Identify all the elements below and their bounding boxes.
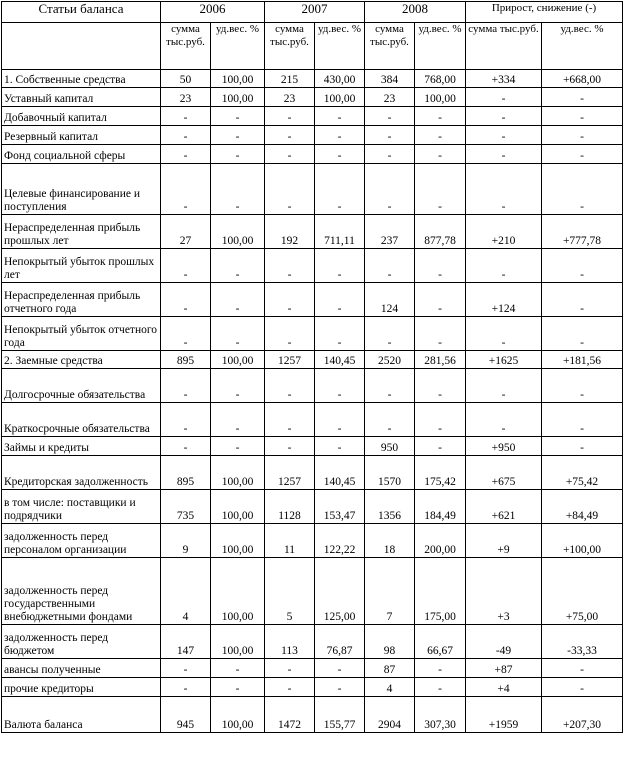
row-value-cell: -: [161, 164, 211, 215]
row-value-cell: -: [315, 659, 365, 678]
row-value-cell: 1257: [265, 351, 315, 369]
row-value-cell: 100,00: [211, 70, 265, 88]
row-value-cell: 1128: [265, 490, 315, 524]
row-value-cell: 98: [365, 625, 415, 659]
row-value-cell: -: [211, 249, 265, 283]
row-label: Долгосрочные обязательства: [2, 369, 161, 403]
row-value-cell: 76,87: [315, 625, 365, 659]
row-value-cell: -33,33: [542, 625, 623, 659]
row-value-cell: 100,00: [211, 625, 265, 659]
row-value-cell: -: [315, 317, 365, 351]
row-value-cell: -: [161, 107, 211, 126]
row-value-cell: -: [365, 126, 415, 145]
row-label: Займы и кредиты: [2, 437, 161, 456]
row-value-cell: -: [161, 437, 211, 456]
row-value-cell: 147: [161, 625, 211, 659]
row-value-cell: 895: [161, 456, 211, 490]
row-value-cell: 113: [265, 625, 315, 659]
table-row: [2, 369, 623, 403]
row-value-cell: -: [466, 249, 542, 283]
row-value-cell: -: [315, 678, 365, 697]
table-body: [2, 70, 623, 733]
row-value-cell: -: [542, 317, 623, 351]
row-value-cell: 140,45: [315, 351, 365, 369]
row-value-cell: 124: [365, 283, 415, 317]
sub-growth-share: уд.вес. %: [542, 23, 623, 70]
row-value-cell: -: [211, 403, 265, 437]
row-value-cell: -: [466, 126, 542, 145]
row-value-cell: +1959: [466, 697, 542, 733]
row-value-cell: -: [211, 437, 265, 456]
row-value-cell: -: [365, 403, 415, 437]
row-value-cell: 9: [161, 524, 211, 558]
row-value-cell: 307,30: [415, 697, 466, 733]
row-label: Нераспределенная прибыль отчетного года: [2, 283, 161, 317]
row-value-cell: 1257: [265, 456, 315, 490]
row-value-cell: -: [161, 659, 211, 678]
row-value-cell: -: [211, 164, 265, 215]
row-value-cell: 100,00: [211, 558, 265, 625]
row-value-cell: -: [315, 403, 365, 437]
row-value-cell: 430,00: [315, 70, 365, 88]
row-value-cell: -: [315, 145, 365, 164]
header-empty-cell: [2, 23, 161, 70]
row-value-cell: +3: [466, 558, 542, 625]
row-label: Нераспределенная прибыль прошлых лет: [2, 215, 161, 249]
row-label: Фонд социальной сферы: [2, 145, 161, 164]
balance-table: [1, 1, 623, 733]
row-value-cell: 155,77: [315, 697, 365, 733]
row-value-cell: 768,00: [415, 70, 466, 88]
row-value-cell: +210: [466, 215, 542, 249]
table-row: [2, 249, 623, 283]
table-row: [2, 107, 623, 126]
sub-2006-share: уд.вес. %: [211, 23, 265, 70]
row-value-cell: 175,42: [415, 456, 466, 490]
row-value-cell: -: [211, 369, 265, 403]
table-row: [2, 625, 623, 659]
row-value-cell: -: [161, 283, 211, 317]
row-value-cell: -: [466, 403, 542, 437]
row-value-cell: -: [365, 107, 415, 126]
row-value-cell: +334: [466, 70, 542, 88]
row-value-cell: -: [161, 126, 211, 145]
row-value-cell: -: [365, 317, 415, 351]
row-label: Непокрытый убыток прошлых лет: [2, 249, 161, 283]
row-value-cell: -: [265, 678, 315, 697]
row-label: Целевые финансирование и поступления: [2, 164, 161, 215]
row-value-cell: 1570: [365, 456, 415, 490]
row-value-cell: +621: [466, 490, 542, 524]
row-value-cell: 100,00: [211, 697, 265, 733]
row-value-cell: 175,00: [415, 558, 466, 625]
row-value-cell: -: [365, 369, 415, 403]
row-value-cell: -: [211, 145, 265, 164]
row-value-cell: -: [415, 403, 466, 437]
row-value-cell: 281,56: [415, 351, 466, 369]
row-value-cell: 122,22: [315, 524, 365, 558]
row-value-cell: -: [542, 164, 623, 215]
row-value-cell: -: [211, 659, 265, 678]
row-value-cell: 200,00: [415, 524, 466, 558]
table-row: [2, 437, 623, 456]
row-label: Кредиторская задолженность: [2, 456, 161, 490]
row-value-cell: -: [211, 126, 265, 145]
row-value-cell: -49: [466, 625, 542, 659]
table-row: [2, 145, 623, 164]
row-value-cell: +84,49: [542, 490, 623, 524]
row-value-cell: 192: [265, 215, 315, 249]
row-label: задолженность перед персоналом организации: [2, 524, 161, 558]
row-value-cell: +668,00: [542, 70, 623, 88]
row-value-cell: 100,00: [211, 351, 265, 369]
row-value-cell: +675: [466, 456, 542, 490]
row-value-cell: +9: [466, 524, 542, 558]
table-row: [2, 126, 623, 145]
row-value-cell: -: [415, 369, 466, 403]
row-value-cell: 7: [365, 558, 415, 625]
row-label: Краткосрочные обязательства: [2, 403, 161, 437]
row-value-cell: -: [542, 107, 623, 126]
row-value-cell: -: [315, 369, 365, 403]
row-value-cell: 215: [265, 70, 315, 88]
row-label: прочие кредиторы: [2, 678, 161, 697]
row-label: в том числе: поставщики и подрядчики: [2, 490, 161, 524]
row-value-cell: 100,00: [211, 88, 265, 107]
table-row: [2, 697, 623, 733]
row-value-cell: 237: [365, 215, 415, 249]
row-value-cell: -: [315, 249, 365, 283]
sub-2008-sum: сумма тыс.руб.: [365, 23, 415, 70]
table-row: [2, 456, 623, 490]
row-value-cell: -: [466, 317, 542, 351]
row-value-cell: -: [466, 145, 542, 164]
row-value-cell: 100,00: [415, 88, 466, 107]
row-value-cell: 100,00: [211, 490, 265, 524]
header-year-2008: 2008: [365, 2, 466, 23]
row-label: Непокрытый убыток отчетного года: [2, 317, 161, 351]
row-value-cell: -: [415, 249, 466, 283]
table-row: [2, 403, 623, 437]
table-row: [2, 70, 623, 88]
row-value-cell: 945: [161, 697, 211, 733]
row-value-cell: 11: [265, 524, 315, 558]
row-value-cell: 18: [365, 524, 415, 558]
table-row: [2, 524, 623, 558]
row-value-cell: 87: [365, 659, 415, 678]
row-value-cell: -: [415, 145, 466, 164]
row-value-cell: -: [265, 659, 315, 678]
row-label: 1. Собственные средства: [2, 70, 161, 88]
row-value-cell: 184,49: [415, 490, 466, 524]
row-value-cell: -: [265, 369, 315, 403]
row-label: задолженность перед бюджетом: [2, 625, 161, 659]
row-value-cell: 100,00: [211, 456, 265, 490]
row-value-cell: 23: [265, 88, 315, 107]
row-value-cell: -: [542, 678, 623, 697]
row-value-cell: -: [542, 145, 623, 164]
row-value-cell: -: [542, 88, 623, 107]
row-label: авансы полученные: [2, 659, 161, 678]
row-value-cell: -: [415, 126, 466, 145]
row-value-cell: 66,67: [415, 625, 466, 659]
row-value-cell: -: [415, 437, 466, 456]
row-value-cell: -: [466, 164, 542, 215]
row-value-cell: -: [542, 659, 623, 678]
row-value-cell: +1625: [466, 351, 542, 369]
row-value-cell: +100,00: [542, 524, 623, 558]
sub-2006-sum: сумма тыс.руб.: [161, 23, 211, 70]
row-value-cell: 125,00: [315, 558, 365, 625]
row-value-cell: -: [265, 164, 315, 215]
row-value-cell: -: [265, 283, 315, 317]
row-value-cell: -: [161, 678, 211, 697]
table-row: [2, 351, 623, 369]
row-value-cell: -: [265, 145, 315, 164]
row-value-cell: 4: [365, 678, 415, 697]
header-growth: Прирост, снижение (-): [466, 2, 623, 23]
row-value-cell: -: [265, 126, 315, 145]
row-value-cell: -: [211, 317, 265, 351]
table-row: [2, 490, 623, 524]
sub-2007-share: уд.вес. %: [315, 23, 365, 70]
row-value-cell: 711,11: [315, 215, 365, 249]
row-label: Уставный капитал: [2, 88, 161, 107]
row-value-cell: -: [466, 107, 542, 126]
row-value-cell: -: [365, 249, 415, 283]
table-row: [2, 88, 623, 107]
row-value-cell: -: [415, 317, 466, 351]
row-value-cell: -: [415, 107, 466, 126]
table-row: [2, 164, 623, 215]
row-value-cell: -: [211, 107, 265, 126]
row-value-cell: -: [365, 164, 415, 215]
table-row: [2, 215, 623, 249]
row-value-cell: 384: [365, 70, 415, 88]
header-year-2007: 2007: [265, 2, 365, 23]
header-year-2006: 2006: [161, 2, 265, 23]
row-value-cell: -: [542, 283, 623, 317]
header-articles: Статьи баланса: [2, 2, 161, 23]
row-value-cell: -: [542, 403, 623, 437]
row-value-cell: -: [161, 145, 211, 164]
row-value-cell: 100,00: [315, 88, 365, 107]
row-value-cell: -: [161, 369, 211, 403]
row-value-cell: 2904: [365, 697, 415, 733]
row-value-cell: -: [466, 88, 542, 107]
row-value-cell: +4: [466, 678, 542, 697]
row-value-cell: 27: [161, 215, 211, 249]
row-value-cell: +75,00: [542, 558, 623, 625]
row-value-cell: 100,00: [211, 524, 265, 558]
row-value-cell: -: [265, 403, 315, 437]
row-value-cell: -: [211, 283, 265, 317]
row-value-cell: 895: [161, 351, 211, 369]
row-value-cell: -: [265, 249, 315, 283]
row-value-cell: -: [315, 126, 365, 145]
row-value-cell: -: [365, 145, 415, 164]
row-value-cell: 950: [365, 437, 415, 456]
row-value-cell: -: [315, 283, 365, 317]
row-value-cell: -: [265, 437, 315, 456]
row-value-cell: -: [265, 317, 315, 351]
row-value-cell: -: [415, 164, 466, 215]
table-row: [2, 283, 623, 317]
row-label: Добавочный капитал: [2, 107, 161, 126]
row-value-cell: -: [315, 107, 365, 126]
row-value-cell: +124: [466, 283, 542, 317]
row-value-cell: -: [466, 369, 542, 403]
row-value-cell: 735: [161, 490, 211, 524]
header-rows: [2, 2, 623, 70]
row-value-cell: -: [415, 659, 466, 678]
row-value-cell: -: [265, 107, 315, 126]
sub-2007-sum: сумма тыс.руб.: [265, 23, 315, 70]
row-value-cell: 153,47: [315, 490, 365, 524]
row-value-cell: -: [315, 164, 365, 215]
row-value-cell: 1356: [365, 490, 415, 524]
table-row: [2, 678, 623, 697]
row-value-cell: +777,78: [542, 215, 623, 249]
row-value-cell: +87: [466, 659, 542, 678]
row-value-cell: -: [415, 283, 466, 317]
row-value-cell: 23: [365, 88, 415, 107]
sub-2008-share: уд.вес. %: [415, 23, 466, 70]
row-value-cell: 140,45: [315, 456, 365, 490]
row-value-cell: -: [542, 369, 623, 403]
row-value-cell: +75,42: [542, 456, 623, 490]
row-value-cell: -: [542, 126, 623, 145]
row-value-cell: 2520: [365, 351, 415, 369]
row-value-cell: +207,30: [542, 697, 623, 733]
row-value-cell: -: [211, 678, 265, 697]
row-value-cell: 23: [161, 88, 211, 107]
table-row: [2, 558, 623, 625]
row-value-cell: -: [542, 249, 623, 283]
row-value-cell: 50: [161, 70, 211, 88]
row-label: 2. Заемные средства: [2, 351, 161, 369]
row-value-cell: -: [161, 317, 211, 351]
row-value-cell: -: [315, 437, 365, 456]
row-value-cell: 877,78: [415, 215, 466, 249]
row-value-cell: -: [542, 437, 623, 456]
row-value-cell: +950: [466, 437, 542, 456]
row-value-cell: 1472: [265, 697, 315, 733]
table-row: [2, 317, 623, 351]
sub-growth-sum: сумма тыс.руб.: [466, 23, 542, 70]
row-value-cell: +181,56: [542, 351, 623, 369]
row-value-cell: 100,00: [211, 215, 265, 249]
row-value-cell: 5: [265, 558, 315, 625]
table-row: [2, 659, 623, 678]
row-value-cell: -: [161, 249, 211, 283]
row-label: Валюта баланса: [2, 697, 161, 733]
row-value-cell: -: [161, 403, 211, 437]
row-label: задолженность перед государственными внебюджетными фондами: [2, 558, 161, 625]
row-value-cell: -: [415, 678, 466, 697]
row-value-cell: 4: [161, 558, 211, 625]
row-label: Резервный капитал: [2, 126, 161, 145]
